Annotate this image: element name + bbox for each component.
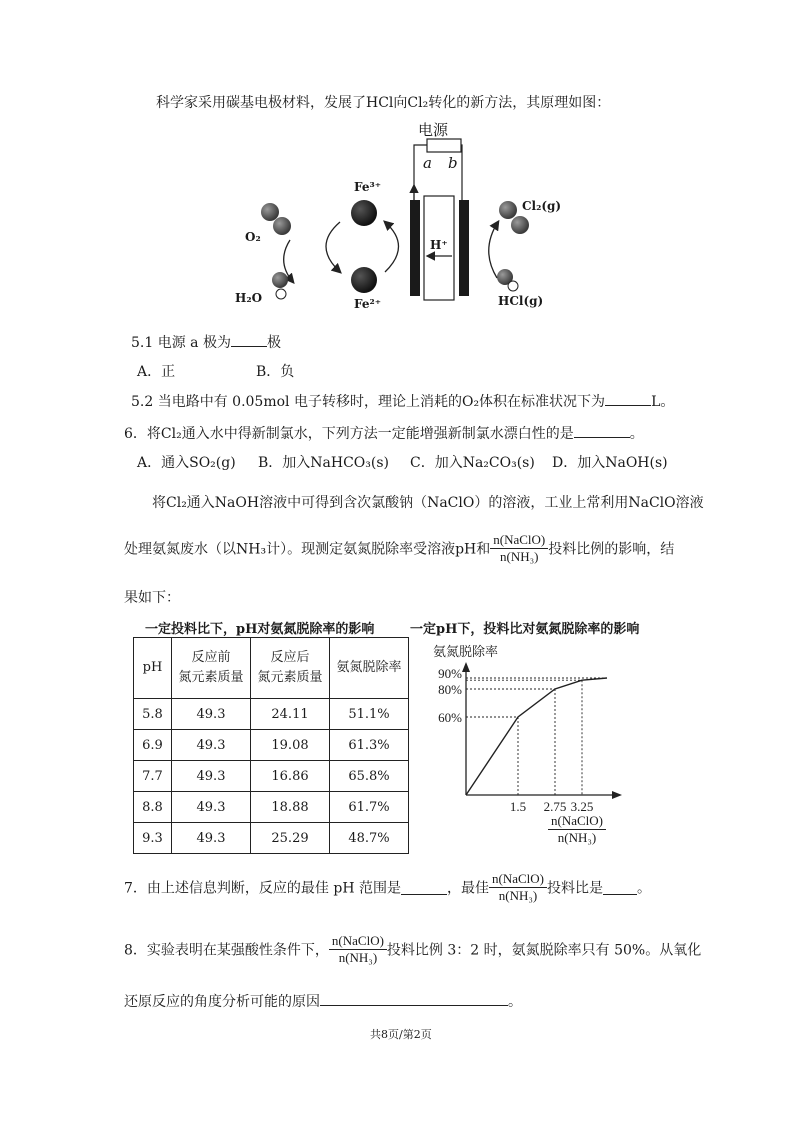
q8-fraction: [329, 933, 387, 966]
ratio-fraction: [490, 532, 548, 565]
option-6-b[interactable]: B．加入NaHCO₃(s): [258, 455, 390, 471]
option-5-1-b[interactable]: B．负: [256, 364, 295, 380]
table-cell: 8.8: [134, 792, 172, 823]
option-6-d[interactable]: D．加入NaOH(s): [552, 455, 668, 471]
terminal-a-label: a: [423, 154, 432, 172]
question-5-2: [131, 391, 674, 411]
question-5-1-suffix: 极: [266, 335, 281, 351]
answer-blank-6[interactable]: [574, 423, 630, 438]
q7-fraction: [489, 871, 547, 904]
table-cell: 49.3: [172, 823, 251, 854]
table-cell: 9.3: [134, 823, 172, 854]
question-8-line-2-text: 还原反应的角度分析可能的原因: [124, 994, 320, 1010]
table-cell: 49.3: [172, 730, 251, 761]
answer-blank-5-1[interactable]: [231, 332, 267, 347]
y-axis-arrow: [462, 662, 470, 672]
question-5-2-text: 5.2 当电路中有 0.05mol 电子转移时，理论上消耗的O₂体积在标准状况下为: [131, 394, 606, 410]
table-title: 一定投料比下，pH对氨氮脱除率的影响: [145, 622, 375, 637]
x-tick-label: 1.5: [509, 799, 527, 814]
table-header-cell: 反应后 氮元素质量: [251, 638, 330, 699]
h2o-label: H₂O: [235, 291, 263, 305]
o2-ball-2: [273, 217, 291, 235]
table-cell: 51.1%: [330, 699, 409, 730]
ratio-numerator: n(NaClO): [490, 532, 548, 549]
question-7-post: 投料比是: [546, 880, 603, 897]
y-tick-label: 60%: [438, 710, 462, 725]
question-6: [124, 423, 644, 443]
page-footer: 共8页/第2页: [370, 1028, 432, 1041]
answer-blank-7-ratio[interactable]: [603, 880, 637, 895]
h2o-ball-o: [272, 272, 288, 288]
table-cell: 16.86: [251, 761, 330, 792]
x-tick-label: 2.75: [543, 799, 567, 814]
power-label: 电源: [418, 121, 449, 139]
table-row: [134, 730, 409, 761]
paragraph-line-2-pre: 处理氨氮废水（以NH₃计）。现测定氨氮脱除率受溶液pH和: [124, 541, 491, 558]
chart-y-label: 氨氮脱除率: [433, 645, 499, 660]
question-8-post: 投料比例 3：2 时，氨氮脱除率只有 50%。从氧化: [386, 942, 702, 959]
table-cell: 6.9: [134, 730, 172, 761]
intro-text: 科学家采用碳基电极材料，发展了HCl向Cl₂转化的新方法，其原理如图：: [156, 95, 611, 111]
o2-label: O₂: [245, 230, 261, 244]
table-header-row: [134, 638, 409, 699]
table-row: [134, 761, 409, 792]
h2o-ball-h: [276, 289, 286, 299]
paragraph-line-2: [124, 532, 674, 565]
hcl-label: HCl(g): [498, 294, 544, 308]
answer-blank-5-2[interactable]: [605, 391, 651, 406]
table-cell: 65.8%: [330, 761, 409, 792]
table-cell: 48.7%: [330, 823, 409, 854]
table-header-cell: 氨氮脱除率: [330, 638, 409, 699]
table-cell: 49.3: [172, 699, 251, 730]
question-7-end: 。: [636, 880, 651, 897]
option-6-a[interactable]: A．通入SO₂(g): [137, 455, 236, 471]
cl2-ball-1: [499, 201, 517, 219]
paragraph-line-1: 将Cl₂通入NaOH溶液中可得到含次氯酸钠（NaClO）的溶液，工业上常利用NaClO溶液: [152, 495, 704, 511]
table-cell: 7.7: [134, 761, 172, 792]
question-6-text: 6．将Cl₂通入水中得新制氯水，下列方法一定能增强新制氯水漂白性的是: [124, 426, 574, 442]
table-cell: 49.3: [172, 761, 251, 792]
question-5-1: [131, 332, 281, 352]
question-7: [124, 871, 651, 904]
table-cell: 18.88: [251, 792, 330, 823]
table-cell: 49.3: [172, 792, 251, 823]
question-7-mid: ，最佳: [446, 880, 489, 897]
y-tick-label: 90%: [438, 666, 462, 681]
question-8-pre: 8．实验表明在某强酸性条件下，: [124, 942, 329, 959]
table-cell: 25.29: [251, 823, 330, 854]
left-electrode: [410, 200, 420, 296]
question-5-2-suffix: L。: [651, 394, 675, 410]
q7-denominator: n(NH₃): [498, 888, 538, 903]
question-7-pre: 7．由上述信息判断，反应的最佳 pH 范围是: [124, 880, 401, 897]
cl2-label: Cl₂(g): [522, 199, 562, 213]
right-electrode: [459, 200, 469, 296]
chart-x-numerator: n(NaClO): [548, 813, 606, 830]
table-row: [134, 823, 409, 854]
paragraph-line-2-post: 投料比例的影响，结: [548, 541, 675, 558]
table-cell: 61.7%: [330, 792, 409, 823]
fe2-label: Fe²⁺: [354, 297, 382, 311]
table-cell: 61.3%: [330, 730, 409, 761]
table-cell: 24.11: [251, 699, 330, 730]
terminal-b-label: b: [448, 154, 458, 172]
o2-ball-1: [261, 203, 279, 221]
answer-blank-7-ph[interactable]: [401, 880, 447, 895]
x-axis-arrow: [612, 791, 622, 799]
fe2-ball: [351, 267, 377, 293]
option-5-1-a[interactable]: A．正: [137, 364, 176, 380]
question-5-1-text: 5.1 电源 a 极为: [131, 335, 231, 351]
q7-numerator: n(NaClO): [489, 871, 547, 888]
paragraph-line-3: 果如下：: [124, 590, 180, 606]
hcl-ball-h: [508, 281, 518, 291]
answer-blank-8[interactable]: [320, 991, 508, 1006]
hplus-label: H⁺: [430, 238, 448, 252]
q8-denominator: n(NH₃): [338, 950, 378, 965]
ratio-denominator: n(NH₃): [500, 549, 539, 564]
table-header-cell: pH: [134, 638, 172, 699]
cl2-ball-2: [511, 216, 529, 234]
chart-x-fraction: [548, 813, 606, 846]
chart-x-label: [548, 813, 606, 846]
table-cell: 19.08: [251, 730, 330, 761]
option-6-c[interactable]: C．加入Na₂CO₃(s): [410, 455, 535, 471]
data-table: [133, 637, 409, 854]
chart-x-denominator: n(NH₃): [557, 830, 597, 845]
table-cell: 5.8: [134, 699, 172, 730]
table-row: [134, 792, 409, 823]
q8-numerator: n(NaClO): [329, 933, 387, 950]
x-tick-label: 3.25: [570, 799, 594, 814]
question-6-suffix: 。: [629, 426, 644, 442]
power-source-box: [427, 139, 461, 152]
fe3-label: Fe³⁺: [354, 180, 382, 194]
electrolysis-diagram: [0, 110, 794, 330]
question-8: [124, 933, 701, 966]
question-8-line-2: [124, 991, 522, 1011]
table-header-cell: 反应前 氮元素质量: [172, 638, 251, 699]
chart-title: 一定pH下，投料比对氨氮脱除率的影响: [410, 622, 640, 637]
table-row: [134, 699, 409, 730]
question-8-end: 。: [508, 994, 522, 1010]
y-tick-label: 80%: [438, 682, 462, 697]
fe3-ball: [351, 200, 377, 226]
series-line: [466, 678, 607, 795]
